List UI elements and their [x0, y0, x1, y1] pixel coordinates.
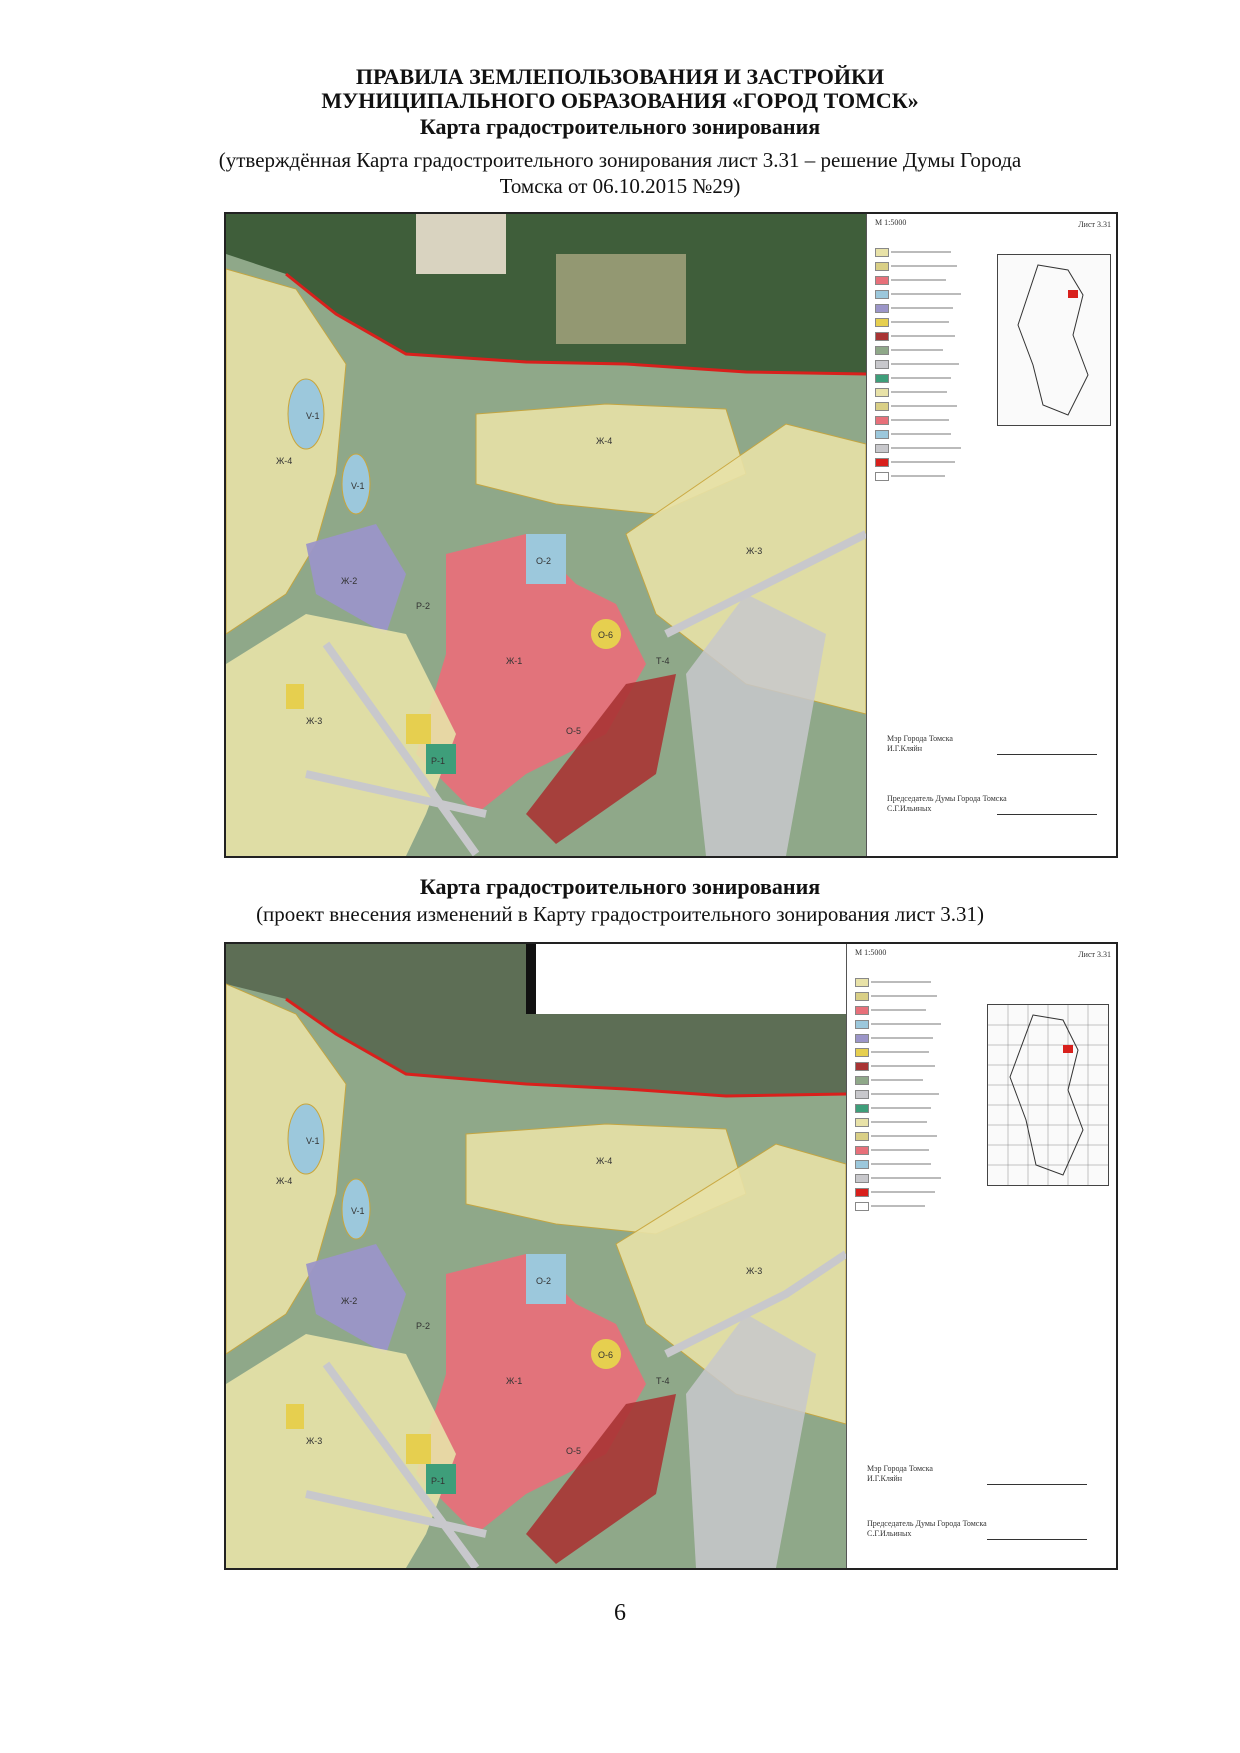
approved-zoning-map	[224, 212, 1118, 858]
city-inset-map	[997, 254, 1111, 426]
zone-label: Ж-2	[341, 576, 358, 586]
zone-label: V-1	[306, 1136, 320, 1146]
map-scale: М 1:5000	[855, 948, 887, 957]
zone-label: О-2	[536, 556, 552, 566]
signature-line	[997, 754, 1097, 755]
zone-label: Р-1	[431, 756, 446, 766]
second-map-subtitle: (проект внесения изменений в Карту градостроительного зонирования лист 3.31)	[256, 902, 984, 926]
zoning-map-drawing	[226, 944, 846, 1568]
zone-label: V-1	[351, 1206, 365, 1216]
zone-label: Ж-1	[506, 1376, 523, 1386]
map-legend	[866, 214, 1117, 856]
duma-chair-signature-block: Председатель Думы Города Томска С.Г.Ильиных	[867, 1519, 987, 1538]
doc-title-line2: МУНИЦИПАЛЬНОГО ОБРАЗОВАНИЯ «ГОРОД ТОМСК»	[321, 88, 919, 113]
zone-label: Р-1	[431, 1476, 446, 1486]
map-sheet-number: Лист 3.31	[1078, 220, 1111, 229]
zone-label: Ж-4	[276, 456, 293, 466]
map-scale: М 1:5000	[875, 218, 907, 227]
map-area	[226, 944, 846, 1568]
proposed-zoning-map	[224, 942, 1118, 1570]
zone-label: V-1	[351, 481, 365, 491]
zone-label: Ж-3	[306, 1436, 323, 1446]
map-sheet-number: Лист 3.31	[1078, 950, 1111, 959]
page-number: 6	[614, 1600, 626, 1626]
zone-label: Р-2	[416, 601, 431, 611]
zone-label: Т-4	[656, 656, 670, 666]
mayor-signature-block: Мэр Города Томска И.Г.Кляйн	[867, 1464, 933, 1483]
zone-label: О-5	[566, 1446, 582, 1456]
zone-label: Р-2	[416, 1321, 431, 1331]
zone-label: Т-4	[656, 1376, 670, 1386]
duma-chair-signature-block: Председатель Думы Города Томска С.Г.Ильиных	[887, 794, 1007, 813]
zone-label: Ж-4	[596, 1156, 613, 1166]
zone-label: Ж-4	[276, 1176, 293, 1186]
zone-label: Ж-3	[746, 546, 763, 556]
zone-label: Ж-3	[746, 1266, 763, 1276]
zone-label: Ж-2	[341, 1296, 358, 1306]
zone-label: О-5	[566, 726, 582, 736]
zone-label: Ж-1	[506, 656, 523, 666]
zone-label: О-2	[536, 1276, 552, 1286]
signature-line	[997, 814, 1097, 815]
zone-label: О-6	[598, 630, 614, 640]
map-area	[226, 214, 866, 856]
zone-label: V-1	[306, 411, 320, 421]
doc-title-line1: ПРАВИЛА ЗЕМЛЕПОЛЬЗОВАНИЯ И ЗАСТРОЙКИ	[355, 64, 885, 89]
mayor-signature-block: Мэр Города Томска И.Г.Кляйн	[887, 734, 953, 753]
zoning-map-drawing	[226, 214, 866, 856]
signature-line	[987, 1539, 1087, 1540]
map-legend	[846, 944, 1117, 1568]
signature-line	[987, 1484, 1087, 1485]
doc-map-subtitle-line1: (утверждённая Карта градостроительного зонирования лист 3.31 – решение Думы Города	[218, 148, 1022, 172]
zone-label: О-6	[598, 1350, 614, 1360]
city-inset-map	[987, 1004, 1109, 1186]
second-map-title: Карта градостроительного зонирования	[419, 874, 821, 899]
zone-label: Ж-4	[596, 436, 613, 446]
zone-label: Ж-3	[306, 716, 323, 726]
doc-map-title: Карта градостроительного зонирования	[419, 114, 821, 139]
doc-map-subtitle-line2: Томска от 06.10.2015 №29)	[499, 174, 741, 198]
